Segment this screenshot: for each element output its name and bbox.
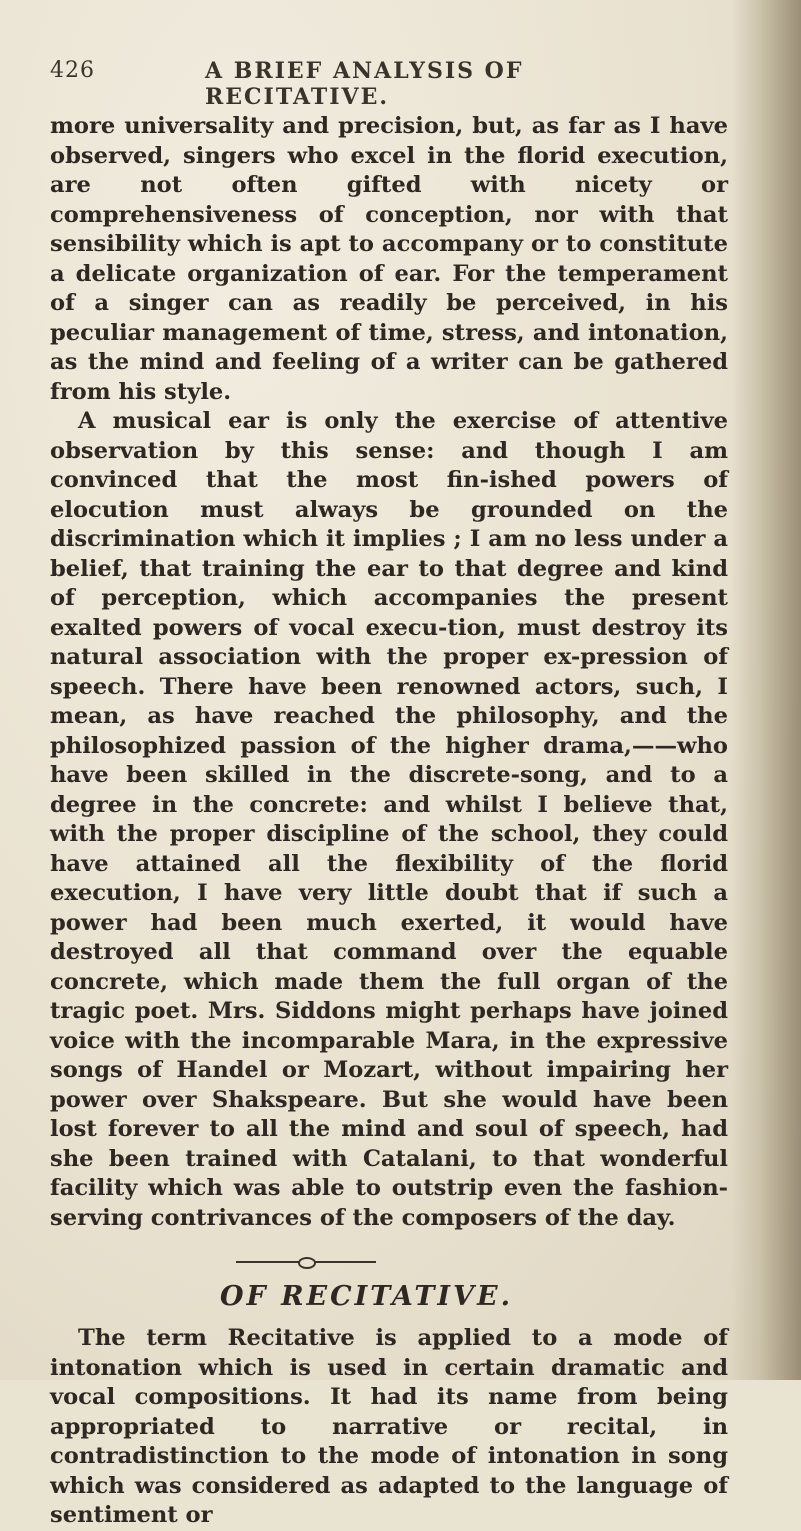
section-heading: OF RECITATIVE. bbox=[220, 1281, 513, 1312]
page-header bbox=[50, 58, 710, 110]
section-divider-ornament bbox=[236, 1257, 376, 1267]
section-paragraph-1: The term Recitative is applied to a mode of intonation which is used in certain dramatic and vocal compositions. It had its name from being appropriated to narrative or recital, in contradistinction to the mode of intonation in song which was considered as adapted to the language of sentiment or bbox=[50, 1325, 728, 1528]
page-content bbox=[50, 112, 728, 1531]
body-paragraph-2: A musical ear is only the exercise of attentive observation by this sense: and though I am convinced that the most fin-ished powers of elocution must always be grounded on the discrimination which it implies ; I am no less under a belief, that training the ear to that degree and kind of perception, which accompanies the present exalted powers of vocal execu-tion, must destroy its natural association with the proper ex-pression of speech. There have been renowned actors, such, I mean, as have reached the philosophy, and the philosophized passion of the higher drama,——who have been skilled in the discrete-song, and to a degree in the concrete: and whilst I believe that, with the proper discipline of the school, they could have attained all the flexibility of the florid execution, I have very little doubt that if such a power had been much exerted, it would have destroyed all that command over the equable concrete, which made them the full organ of the tragic poet. Mrs. Siddons might perhaps have joined voice with the incomparable Mara, in the expressive songs of Handel or Mozart, without impairing her power over Shakspeare. But she would have been lost forever to all the mind and soul of speech, had she been trained with Catalani, to that wonderful facility which was able to outstrip even the fashion-serving contrivances of the composers of the day. bbox=[50, 408, 728, 1231]
page-number: 426 bbox=[50, 58, 95, 83]
page-edge-shadow bbox=[731, 0, 801, 1380]
body-paragraph-1: more universality and precision, but, as far as I have observed, singers who excel in the florid execution, are not often gifted with nicety or comprehensiveness of conception, nor with that sensibility which is apt to accompany or to constitute a delicate organization of ear. For the temperament of a singer can as readily be perceived, in his peculiar management of time, stress, and intonation, as the mind and feeling of a writer can be gathered from his style. bbox=[50, 113, 728, 405]
running-title: A BRIEF ANALYSIS OF RECITATIVE. bbox=[205, 58, 524, 110]
